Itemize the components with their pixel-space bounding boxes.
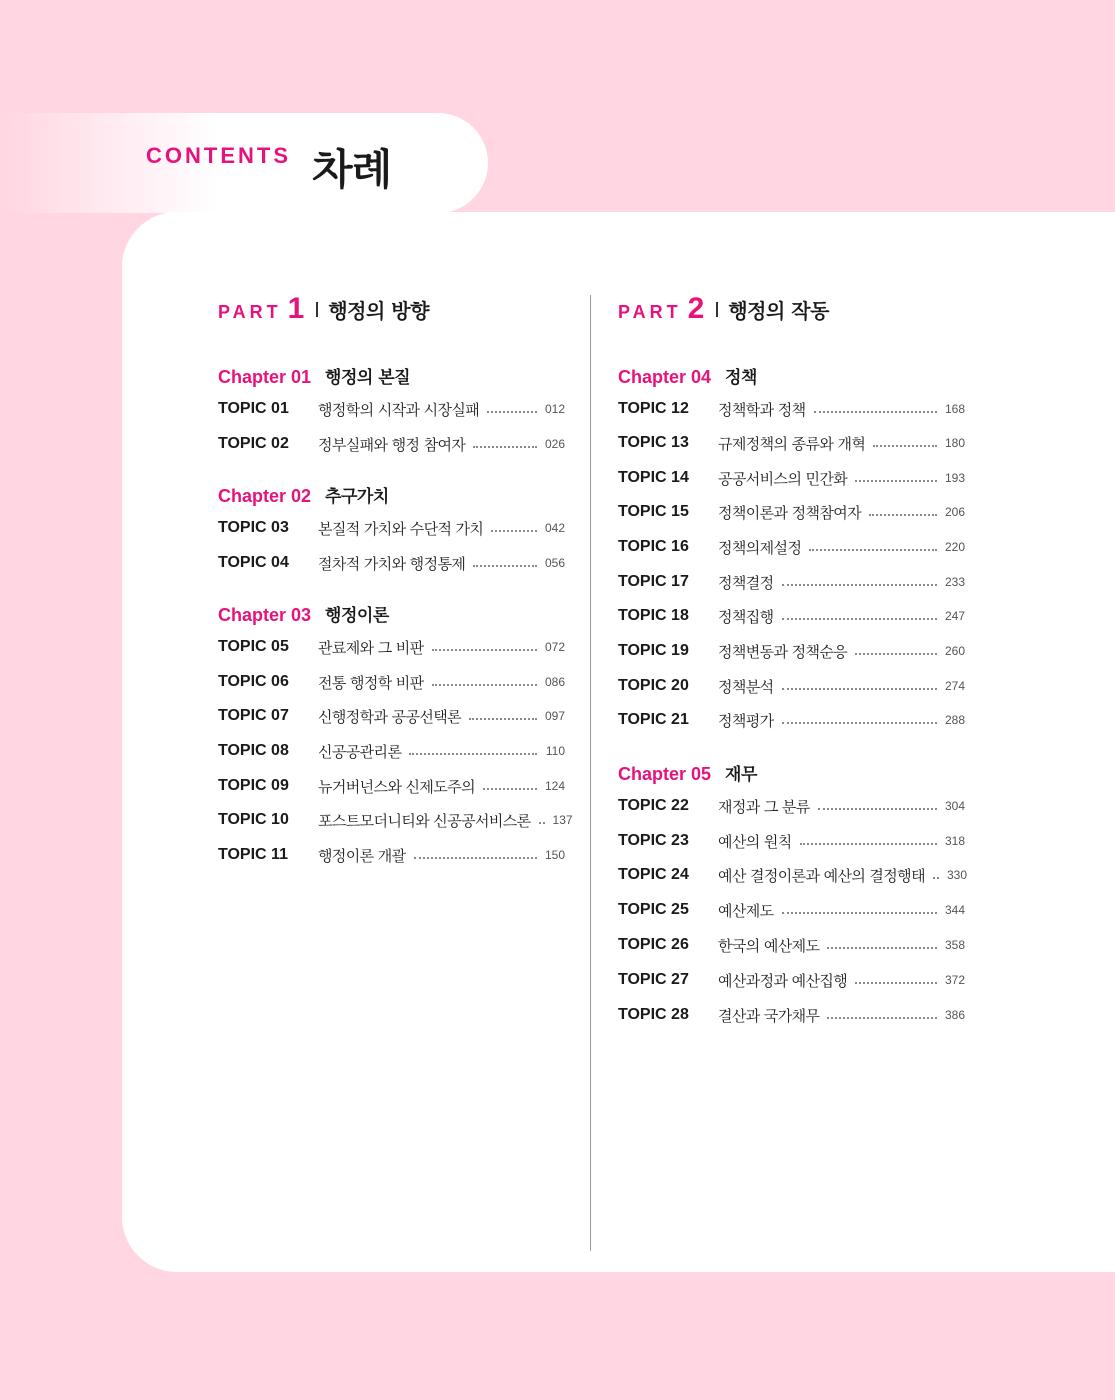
topic-title: 관료제와 그 비판	[318, 638, 424, 657]
dot-leader	[827, 947, 937, 949]
toc-entry[interactable]	[218, 705, 565, 727]
toc-entry[interactable]	[618, 605, 965, 627]
part-separator	[716, 302, 718, 317]
topic-label: TOPIC 23	[618, 832, 689, 849]
page-number: 206	[945, 505, 966, 519]
topic-label: TOPIC 09	[218, 777, 289, 794]
toc-entry[interactable]	[618, 969, 965, 991]
page-number: 330	[946, 868, 967, 882]
topic-title: 포스트모더니티와 신공공서비스론	[318, 811, 531, 830]
topic-label: TOPIC 01	[218, 400, 289, 417]
toc-entry[interactable]	[618, 398, 965, 420]
part-number: 1	[287, 292, 305, 325]
dot-leader	[414, 857, 537, 859]
toc-entry[interactable]	[618, 899, 965, 921]
toc-entry[interactable]	[618, 501, 965, 523]
topic-label: TOPIC 12	[618, 400, 689, 417]
topic-title: 예산과정과 예산집행	[718, 971, 848, 990]
chapter-title: 행정의 본질	[325, 368, 411, 388]
page-number: 180	[945, 436, 966, 450]
topic-title: 정책이론과 정책참여자	[718, 503, 862, 522]
topic-title: 행정이론 개괄	[318, 846, 406, 865]
topic-label: TOPIC 24	[618, 866, 689, 883]
dot-leader	[469, 718, 537, 720]
topic-title: 재정과 그 분류	[718, 797, 810, 816]
topic-title: 규제정책의 종류와 개혁	[718, 434, 866, 453]
toc-entry[interactable]	[618, 864, 965, 886]
dot-leader	[483, 788, 537, 790]
topic-title: 정책평가	[718, 711, 774, 730]
part-number: 2	[687, 292, 705, 325]
chapter-title: 행정이론	[325, 606, 389, 626]
page-number: 386	[945, 1008, 966, 1022]
topic-label: TOPIC 02	[218, 435, 289, 452]
chapter-heading[interactable]	[218, 482, 389, 507]
toc-entry[interactable]	[218, 671, 565, 693]
dot-leader	[869, 514, 937, 516]
dot-leader	[814, 411, 937, 413]
toc-entry[interactable]	[618, 467, 965, 489]
page-number: 220	[945, 540, 966, 554]
dot-leader	[933, 877, 939, 879]
dot-leader	[432, 684, 537, 686]
topic-title: 정책의제설정	[718, 538, 802, 557]
dot-leader	[855, 653, 937, 655]
topic-label: TOPIC 03	[218, 519, 289, 536]
chapter-heading[interactable]	[218, 601, 389, 626]
dot-leader	[809, 549, 937, 551]
part-word: PART	[218, 302, 282, 322]
toc-entry[interactable]	[618, 795, 965, 817]
toc-entry[interactable]	[618, 675, 965, 697]
topic-title: 전통 행정학 비판	[318, 673, 424, 692]
page-number: 072	[545, 640, 566, 654]
page-number: 260	[945, 644, 966, 658]
part-separator	[316, 302, 318, 317]
topic-label: TOPIC 04	[218, 554, 289, 571]
topic-label: TOPIC 22	[618, 797, 689, 814]
page-number: 247	[945, 609, 966, 623]
topic-label: TOPIC 05	[218, 638, 289, 655]
topic-label: TOPIC 07	[218, 707, 289, 724]
dot-leader	[782, 584, 937, 586]
topic-title: 정책분석	[718, 677, 774, 696]
topic-title: 예산제도	[718, 901, 774, 920]
dot-leader	[782, 912, 937, 914]
page-number: 344	[945, 903, 966, 917]
chapter-heading[interactable]	[618, 363, 757, 388]
topic-title: 신공공관리론	[318, 742, 402, 761]
topic-title: 공공서비스의 민간화	[718, 469, 848, 488]
topic-title: 한국의 예산제도	[718, 936, 820, 955]
topic-title: 뉴거버넌스와 신제도주의	[318, 777, 475, 796]
topic-title: 예산 결정이론과 예산의 결정행태	[718, 866, 925, 885]
topic-title: 정책집행	[718, 607, 774, 626]
toc-entry[interactable]	[218, 636, 565, 658]
page-title: 차례	[312, 145, 392, 194]
toc-entry[interactable]	[618, 571, 965, 593]
topic-label: TOPIC 15	[618, 503, 689, 520]
toc-entry[interactable]	[618, 640, 965, 662]
topic-label: TOPIC 19	[618, 642, 689, 659]
topic-label: TOPIC 14	[618, 469, 689, 486]
topic-title: 본질적 가치와 수단적 가치	[318, 519, 484, 538]
dot-leader	[473, 446, 537, 448]
topic-label: TOPIC 10	[218, 811, 289, 828]
topic-title: 결산과 국가채무	[718, 1006, 820, 1025]
page-number: 056	[545, 556, 566, 570]
toc-entry[interactable]	[618, 709, 965, 731]
toc-entry[interactable]	[618, 536, 965, 558]
topic-label: TOPIC 20	[618, 677, 689, 694]
topic-title: 정책변동과 정책순응	[718, 642, 848, 661]
dot-leader	[782, 688, 937, 690]
topic-label: TOPIC 08	[218, 742, 289, 759]
page-number: 318	[945, 834, 966, 848]
chapter-title: 정책	[725, 368, 757, 388]
topic-title: 정책결정	[718, 573, 774, 592]
toc-entry[interactable]	[218, 809, 573, 831]
topic-label: TOPIC 06	[218, 673, 289, 690]
dot-leader	[873, 445, 937, 447]
toc-entry[interactable]	[218, 398, 565, 420]
page-number: 086	[545, 675, 566, 689]
dot-leader	[800, 843, 937, 845]
column-divider	[590, 295, 591, 1251]
page-number: 042	[545, 521, 566, 535]
topic-title: 절차적 가치와 행정통제	[318, 554, 466, 573]
toc-entry[interactable]	[218, 775, 565, 797]
part-1-heading	[218, 292, 429, 326]
toc-entry[interactable]	[218, 844, 565, 866]
dot-leader	[855, 982, 937, 984]
chapter-heading[interactable]	[218, 363, 410, 388]
toc-entry[interactable]	[618, 830, 965, 852]
toc-entry[interactable]	[618, 934, 965, 956]
chapter-label: Chapter 01	[218, 367, 312, 387]
part-title: 행정의 방향	[328, 299, 429, 323]
page-number: 288	[945, 713, 966, 727]
page-number: 012	[545, 402, 566, 416]
dot-leader	[782, 618, 937, 620]
topic-label: TOPIC 27	[618, 971, 689, 988]
page-number: 358	[945, 938, 966, 952]
toc-entry[interactable]	[618, 1004, 965, 1026]
topic-label: TOPIC 25	[618, 901, 689, 918]
toc-entry[interactable]	[618, 432, 965, 454]
topic-label: TOPIC 26	[618, 936, 689, 953]
topic-label: TOPIC 16	[618, 538, 689, 555]
page-number: 274	[945, 679, 966, 693]
page-number: 097	[545, 709, 566, 723]
dot-leader	[491, 530, 537, 532]
dot-leader	[432, 649, 537, 651]
toc-entry[interactable]	[218, 740, 565, 762]
dot-leader	[855, 480, 937, 482]
topic-label: TOPIC 11	[218, 846, 288, 863]
contents-label: CONTENTS	[146, 143, 291, 168]
dot-leader	[782, 722, 937, 724]
chapter-label: Chapter 02	[218, 486, 312, 506]
dot-leader	[818, 808, 937, 810]
topic-label: TOPIC 28	[618, 1006, 689, 1023]
topic-title: 정책학과 정책	[718, 400, 806, 419]
toc-entry[interactable]	[218, 433, 565, 455]
chapter-label: Chapter 03	[218, 605, 312, 625]
page-number: 168	[945, 402, 966, 416]
dot-leader	[487, 411, 537, 413]
page-number: 150	[545, 848, 566, 862]
page-number: 124	[545, 779, 566, 793]
toc-entry[interactable]	[218, 517, 565, 539]
page-number: 193	[945, 471, 966, 485]
topic-label: TOPIC 21	[618, 711, 689, 728]
dot-leader	[827, 1017, 937, 1019]
chapter-label: Chapter 05	[618, 764, 712, 784]
dot-leader	[539, 822, 545, 824]
page-number: 110	[545, 744, 565, 758]
topic-label: TOPIC 17	[618, 573, 689, 590]
part-title: 행정의 작동	[728, 299, 829, 323]
chapter-title: 재무	[725, 765, 757, 785]
page-number: 233	[945, 575, 966, 589]
page-number: 026	[545, 437, 566, 451]
part-2-heading	[618, 292, 829, 326]
dot-leader	[409, 753, 537, 755]
dot-leader	[473, 565, 537, 567]
page-number: 372	[945, 973, 966, 987]
part-word: PART	[618, 302, 682, 322]
toc-entry[interactable]	[218, 552, 565, 574]
page-number: 304	[945, 799, 966, 813]
topic-label: TOPIC 18	[618, 607, 689, 624]
topic-title: 행정학의 시작과 시장실패	[318, 400, 480, 419]
topic-label: TOPIC 13	[618, 434, 689, 451]
topic-title: 예산의 원칙	[718, 832, 792, 851]
topic-title: 신행정학과 공공선택론	[318, 707, 462, 726]
topic-title: 정부실패와 행정 참여자	[318, 435, 466, 454]
page-number: 137	[552, 813, 573, 827]
chapter-label: Chapter 04	[618, 367, 712, 387]
chapter-title: 추구가치	[325, 487, 389, 507]
chapter-heading[interactable]	[618, 760, 757, 785]
